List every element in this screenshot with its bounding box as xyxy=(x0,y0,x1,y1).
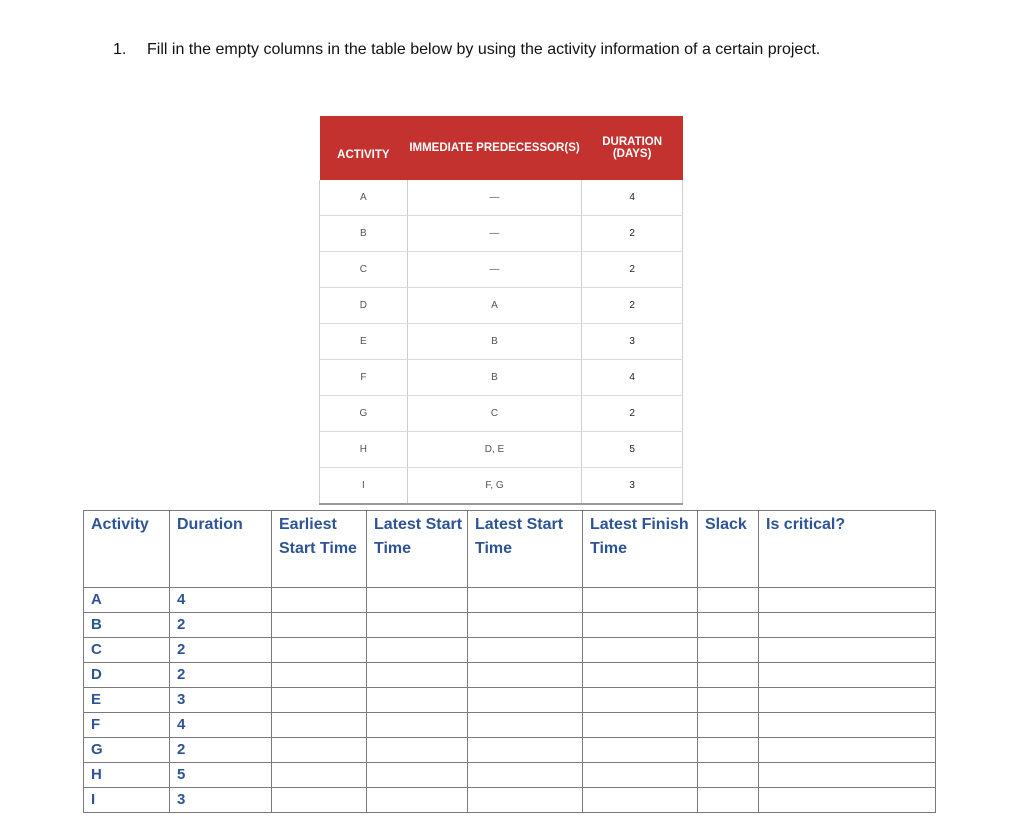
slack-cell[interactable] xyxy=(698,738,759,763)
duration-cell: 2 xyxy=(582,216,683,252)
worksheet-row xyxy=(84,738,936,763)
latest-finish-cell[interactable] xyxy=(583,613,698,638)
critical-cell[interactable] xyxy=(759,613,936,638)
ws-earliest-start-header: Earliest Start Time xyxy=(272,511,367,588)
earliest-start-cell[interactable] xyxy=(272,738,367,763)
activity-info-header-row xyxy=(320,116,683,180)
activity-cell: D xyxy=(320,288,408,324)
critical-cell[interactable] xyxy=(759,788,936,813)
earliest-start-cell[interactable] xyxy=(272,763,367,788)
predecessor-header: IMMEDIATE PREDECESSOR(S) xyxy=(407,116,582,180)
ws-slack-header: Slack xyxy=(698,511,759,588)
latest-finish-cell[interactable] xyxy=(583,788,698,813)
latest-start-cell[interactable] xyxy=(367,663,468,688)
latest-finish-cell[interactable] xyxy=(583,713,698,738)
latest-start-cell[interactable] xyxy=(367,763,468,788)
activity-cell: A xyxy=(320,180,408,216)
slack-cell[interactable] xyxy=(698,613,759,638)
worksheet-header-row xyxy=(84,511,936,588)
ws-activity-cell: G xyxy=(84,738,170,763)
ws-duration-cell: 3 xyxy=(170,688,272,713)
latest-start-cell[interactable] xyxy=(367,588,468,613)
activity-cell: F xyxy=(320,360,408,396)
earliest-start-cell[interactable] xyxy=(272,788,367,813)
duration-cell: 2 xyxy=(582,396,683,432)
earliest-start-cell[interactable] xyxy=(272,688,367,713)
ws-duration-header: Duration xyxy=(170,511,272,588)
latest-start-time-cell[interactable] xyxy=(468,738,583,763)
worksheet-row xyxy=(84,613,936,638)
duration-cell: 5 xyxy=(582,432,683,468)
latest-start-time-cell[interactable] xyxy=(468,613,583,638)
ws-duration-cell: 3 xyxy=(170,788,272,813)
latest-start-cell[interactable] xyxy=(367,713,468,738)
slack-cell[interactable] xyxy=(698,663,759,688)
latest-finish-cell[interactable] xyxy=(583,688,698,713)
activity-header: ACTIVITY xyxy=(320,116,408,180)
slack-cell[interactable] xyxy=(698,788,759,813)
activity-info-row xyxy=(320,396,683,432)
activity-cell: E xyxy=(320,324,408,360)
ws-activity-cell: D xyxy=(84,663,170,688)
predecessor-cell: D, E xyxy=(407,432,582,468)
ws-activity-header: Activity xyxy=(84,511,170,588)
duration-cell: 2 xyxy=(582,288,683,324)
ws-activity-cell: B xyxy=(84,613,170,638)
critical-cell[interactable] xyxy=(759,663,936,688)
slack-cell[interactable] xyxy=(698,588,759,613)
earliest-start-cell[interactable] xyxy=(272,663,367,688)
critical-cell[interactable] xyxy=(759,738,936,763)
latest-start-cell[interactable] xyxy=(367,638,468,663)
ws-latest-start-time-header: Latest Start Time xyxy=(468,511,583,588)
predecessor-cell: — xyxy=(407,216,582,252)
duration-header: DURATION (DAYS) xyxy=(582,116,683,180)
latest-start-time-cell[interactable] xyxy=(468,588,583,613)
slack-cell[interactable] xyxy=(698,688,759,713)
ws-duration-cell: 2 xyxy=(170,663,272,688)
activity-cell: I xyxy=(320,468,408,505)
question-text: Fill in the empty columns in the table below by using the activity information of a certain project. xyxy=(147,41,821,58)
critical-cell[interactable] xyxy=(759,588,936,613)
activity-info-row xyxy=(320,216,683,252)
duration-cell: 4 xyxy=(582,360,683,396)
ws-critical-header: Is critical? xyxy=(759,511,936,588)
worksheet-row xyxy=(84,663,936,688)
predecessor-cell: — xyxy=(407,180,582,216)
question-number: 1. xyxy=(113,41,127,58)
predecessor-cell: B xyxy=(407,360,582,396)
activity-info-row xyxy=(320,468,683,505)
activity-cell: H xyxy=(320,432,408,468)
slack-cell[interactable] xyxy=(698,763,759,788)
activity-cell: C xyxy=(320,252,408,288)
ws-activity-cell: A xyxy=(84,588,170,613)
predecessor-cell: B xyxy=(407,324,582,360)
latest-start-time-cell[interactable] xyxy=(468,788,583,813)
latest-finish-cell[interactable] xyxy=(583,663,698,688)
predecessor-cell: F, G xyxy=(407,468,582,505)
worksheet-row xyxy=(84,588,936,613)
predecessor-cell: — xyxy=(407,252,582,288)
ws-activity-cell: I xyxy=(84,788,170,813)
ws-duration-cell: 5 xyxy=(170,763,272,788)
slack-cell[interactable] xyxy=(698,713,759,738)
critical-cell[interactable] xyxy=(759,688,936,713)
latest-start-time-cell[interactable] xyxy=(468,713,583,738)
duration-cell: 2 xyxy=(582,252,683,288)
activity-info-row xyxy=(320,288,683,324)
ws-latest-finish-header: Latest Finish Time xyxy=(583,511,698,588)
earliest-start-cell[interactable] xyxy=(272,638,367,663)
worksheet-row xyxy=(84,788,936,813)
ws-duration-cell: 2 xyxy=(170,638,272,663)
duration-cell: 4 xyxy=(582,180,683,216)
latest-start-time-cell[interactable] xyxy=(468,638,583,663)
predecessor-cell: C xyxy=(407,396,582,432)
slack-cell[interactable] xyxy=(698,638,759,663)
worksheet-row xyxy=(84,713,936,738)
activity-info-row xyxy=(320,324,683,360)
activity-info-row xyxy=(320,360,683,396)
activity-cell: B xyxy=(320,216,408,252)
ws-activity-cell: F xyxy=(84,713,170,738)
earliest-start-cell[interactable] xyxy=(272,588,367,613)
ws-latest-start-header: Latest Start Time xyxy=(367,511,468,588)
earliest-start-cell[interactable] xyxy=(272,613,367,638)
ws-activity-cell: C xyxy=(84,638,170,663)
worksheet-row xyxy=(84,763,936,788)
worksheet-row xyxy=(84,688,936,713)
ws-duration-cell: 4 xyxy=(170,713,272,738)
activity-info-row xyxy=(320,432,683,468)
worksheet-row xyxy=(84,638,936,663)
latest-finish-cell[interactable] xyxy=(583,638,698,663)
activity-info-row xyxy=(320,252,683,288)
latest-start-cell[interactable] xyxy=(367,788,468,813)
ws-duration-cell: 4 xyxy=(170,588,272,613)
activity-info-row xyxy=(320,180,683,216)
ws-duration-cell: 2 xyxy=(170,738,272,763)
latest-start-time-cell[interactable] xyxy=(468,663,583,688)
latest-start-cell[interactable] xyxy=(367,613,468,638)
earliest-start-cell[interactable] xyxy=(272,713,367,738)
ws-activity-cell: E xyxy=(84,688,170,713)
latest-start-cell[interactable] xyxy=(367,738,468,763)
predecessor-cell: A xyxy=(407,288,582,324)
latest-finish-cell[interactable] xyxy=(583,763,698,788)
ws-activity-cell: H xyxy=(84,763,170,788)
latest-finish-cell[interactable] xyxy=(583,738,698,763)
duration-cell: 3 xyxy=(582,324,683,360)
critical-cell[interactable] xyxy=(759,763,936,788)
critical-cell[interactable] xyxy=(759,713,936,738)
critical-cell[interactable] xyxy=(759,638,936,663)
latest-start-cell[interactable] xyxy=(367,688,468,713)
latest-start-time-cell[interactable] xyxy=(468,688,583,713)
worksheet-table xyxy=(83,510,936,813)
latest-finish-cell[interactable] xyxy=(583,588,698,613)
activity-cell: G xyxy=(320,396,408,432)
latest-start-time-cell[interactable] xyxy=(468,763,583,788)
ws-duration-cell: 2 xyxy=(170,613,272,638)
activity-info-table xyxy=(319,116,683,505)
duration-cell: 3 xyxy=(582,468,683,505)
